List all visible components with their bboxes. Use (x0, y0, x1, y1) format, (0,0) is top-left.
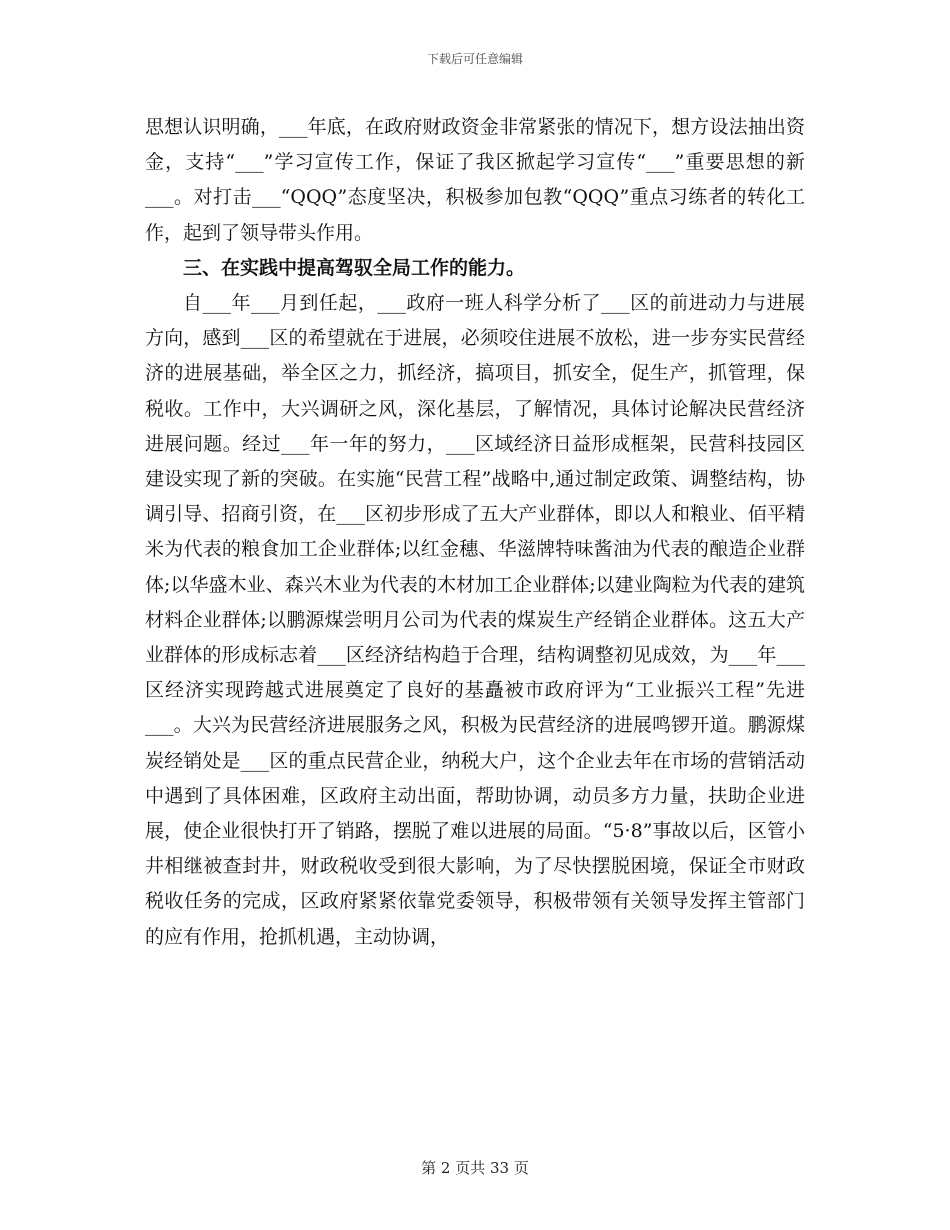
paragraph-continued: 思想认识明确，___年底，在政府财政资金非常紧张的情况下，想方设法抽出资金，支持“___”学习宣传工作，保证了我区掀起学习宣传“___”重要思想的新___。对打击___“QQQ”态度坚决，积极参加包教“QQQ”重点习练者的转化工作，起到了领导带头作用。 (145, 116, 805, 244)
paragraph: 自___年___月到任起，___政府一班人科学分析了___区的前进动力与进展方向，感到___区的希望就在于进展，必须咬住进展不放松，进一步夯实民营经济的进展基础，举全区之力，抓经济，搞项目，抓安全，促生产，抓管理，保税收。工作中，大兴调研之风，深化基层，了解情况，具体讨论解决民营经济进展问题。经过___年一年的努力，___区域经济日益形成框架，民营科技园区建设实现了新的突破。在实施“民营工程”战略中,通过制定政策、调整结构，协调引导、招商引资，在___区初步形成了五大产业群体，即以人和粮业、佰平精米为代表的粮食加工企业群体;以红金穗、华滋牌特味酱油为代表的酿造企业群体;以华盛木业、森兴木业为代表的木材加工企业群体;以建业陶粒为代表的建筑材料企业群体;以鹏源煤尝明月公司为代表的煤炭生产经销企业群体。这五大产业群体的形成标志着___区经济结构趋于合理，结构调整初见成效，为___年___区经济实现跨越式进展奠定了良好的基矗被市政府评为“工业振兴工程”先进___。大兴为民营经济进展服务之风，积极为民营经济的进展鸣锣开道。鹏源煤炭经销处是___区的重点民营企业，纳税大户，这个企业去年在市场的营销活动中遇到了具体困难，区政府主动出面，帮助协调，动员多方力量，扶助企业进展，使企业很快打开了销路，摆脱了难以进展的局面。“5·8”事故以后，区管小井相继被查封井，财政税收受到很大影响，为了尽快摆脱困境，保证全市财政税收任务的完成，区政府紧紧依靠党委领导，积极带领有关领导发挥主管部门的应有作用，抢抓机遇，主动协调， (145, 292, 805, 948)
page-header: 下载后可任意编辑 (426, 52, 523, 66)
section-heading: 三、在实践中提高驾驭全局工作的能力。 (183, 256, 526, 279)
page-number: 第 2 页共 33 页 (421, 1159, 529, 1177)
document-body (145, 110, 805, 955)
